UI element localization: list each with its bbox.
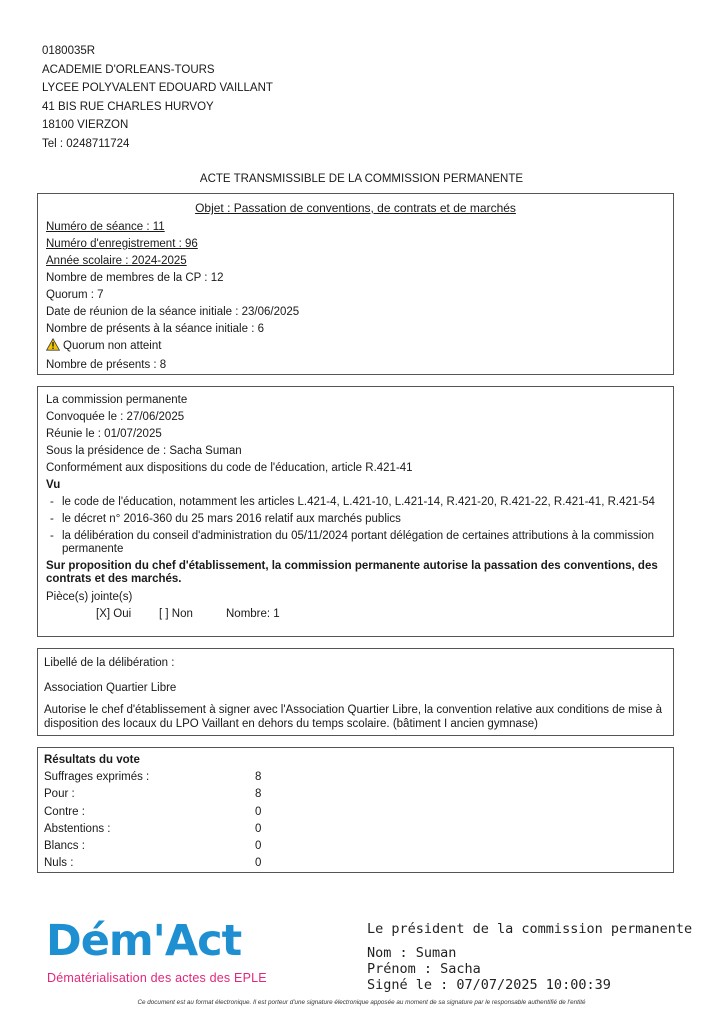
vu-item-3: - la délibération du conseil d'administration du 05/11/2024 portant délégation de certaines attributions à la commission permanente [46, 530, 665, 556]
initial-meeting-date: Date de réunion de la séance initiale : 23/06/2025 [46, 306, 300, 318]
quorum-warning [46, 338, 665, 357]
signature-title: Le président de la commission permanente [367, 921, 693, 937]
presidency: Sous la présidence de : Sacha Suman [46, 445, 242, 457]
attachments-yes: [X] Oui [96, 608, 132, 620]
vote-value: 0 [255, 805, 262, 818]
deliberation-association: Association Quartier Libre [44, 682, 177, 694]
attachments-row [46, 606, 665, 623]
vote-label: Blancs : [44, 840, 85, 853]
vu-item-2: - le décret n° 2016-360 du 25 mars 2016 relatif aux marchés publics [46, 513, 665, 526]
vote-label: Abstentions : [44, 822, 111, 835]
commission-label: La commission permanente [46, 394, 188, 406]
vote-value: 0 [255, 857, 262, 870]
vote-row [44, 804, 665, 821]
legal-basis: Conformément aux dispositions du code de l'éducation, article R.421-41 [46, 462, 413, 474]
footer-note: Ce document est au format électronique. Il est porteur d'une signature électronique apposée au moment de sa signature par le responsable authentifié de l'entité [137, 999, 586, 1006]
session-info-box [37, 193, 674, 375]
vote-label: Contre : [44, 805, 85, 818]
quorum: Quorum : 7 [46, 289, 104, 301]
deliberation-text: Autorise le chef d'établissement à signer avec l'Association Quartier Libre, la convention relative aux conditions de mise à disposition des locaux du LPO Vaillant en dehors du temps scolaire. (bâtiment I ancien gymnase) [44, 704, 663, 730]
signatory-lastname: Nom : Suman [367, 945, 457, 961]
vote-row [44, 855, 665, 872]
vote-label: Suffrages exprimés : [44, 771, 150, 783]
warning-icon [46, 338, 60, 357]
vote-value: 8 [255, 771, 262, 783]
sender-address [42, 42, 273, 153]
attachments-count: Nombre: 1 [226, 608, 280, 620]
city: 18100 VIERZON [42, 119, 129, 131]
vote-results-box [37, 747, 674, 873]
present-count: Nombre de présents : 8 [46, 359, 167, 371]
signature-block [367, 919, 692, 993]
registration-number: Numéro d'enregistrement : 96 [46, 238, 198, 250]
deliberation-label: Libellé de la délibération : [44, 657, 175, 669]
vu-heading: Vu [46, 479, 61, 491]
attachments-no: [ ] Non [159, 608, 193, 620]
vote-value: 0 [255, 822, 262, 835]
vu-item-1: - le code de l'éducation, notamment les articles L.421-4, L.421-10, L.421-14, R.421-20, R.421-22, R.421-41, R.421-54 [46, 496, 665, 509]
school-name: LYCEE POLYVALENT EDOUARD VAILLANT [42, 82, 273, 94]
vote-row [44, 838, 665, 855]
school-code: 0180035R [42, 45, 96, 57]
vote-results-title: Résultats du vote [44, 754, 140, 766]
initial-present-count: Nombre de présents à la séance initiale : 6 [46, 323, 264, 335]
vote-row [44, 821, 665, 838]
seance-number: Numéro de séance : 11 [46, 221, 165, 233]
meeting-date: Réunie le : 01/07/2025 [46, 428, 162, 440]
signatory-firstname: Prénom : Sacha [367, 961, 481, 977]
member-count: Nombre de membres de la CP : 12 [46, 272, 224, 284]
quorum-warning-text: Quorum non atteint [63, 340, 162, 352]
convened-date: Convoquée le : 27/06/2025 [46, 411, 185, 423]
vote-label: Nuls : [44, 857, 74, 870]
vote-row [44, 769, 665, 786]
vote-label: Pour : [44, 788, 75, 801]
commission-box [37, 386, 674, 637]
signature-date: Signé le : 07/07/2025 10:00:39 [367, 977, 611, 993]
attachments-label: Pièce(s) jointe(s) [46, 591, 133, 603]
vote-value: 8 [255, 788, 262, 801]
demact-logo: Dém'Act [46, 916, 242, 966]
academy-name: ACADEMIE D'ORLEANS-TOURS [42, 63, 215, 76]
school-year: Année scolaire : 2024-2025 [46, 255, 187, 267]
phone: Tel : 0248711724 [42, 137, 130, 150]
vote-value: 0 [255, 840, 262, 853]
document-title: ACTE TRANSMISSIBLE DE LA COMMISSION PERMANENTE [199, 173, 524, 185]
proposition-text: Sur proposition du chef d'établissement, la commission permanente autorise la passation des conventions, des contrats et des marchés. [46, 560, 658, 585]
objet-heading: Objet : Passation de conventions, de contrats et de marchés [195, 201, 516, 215]
deliberation-box [37, 648, 674, 736]
street-address: 41 BIS RUE CHARLES HURVOY [42, 100, 214, 113]
vote-row [44, 786, 665, 803]
demact-logo-subtitle: Dématérialisation des actes des EPLE [47, 971, 267, 985]
